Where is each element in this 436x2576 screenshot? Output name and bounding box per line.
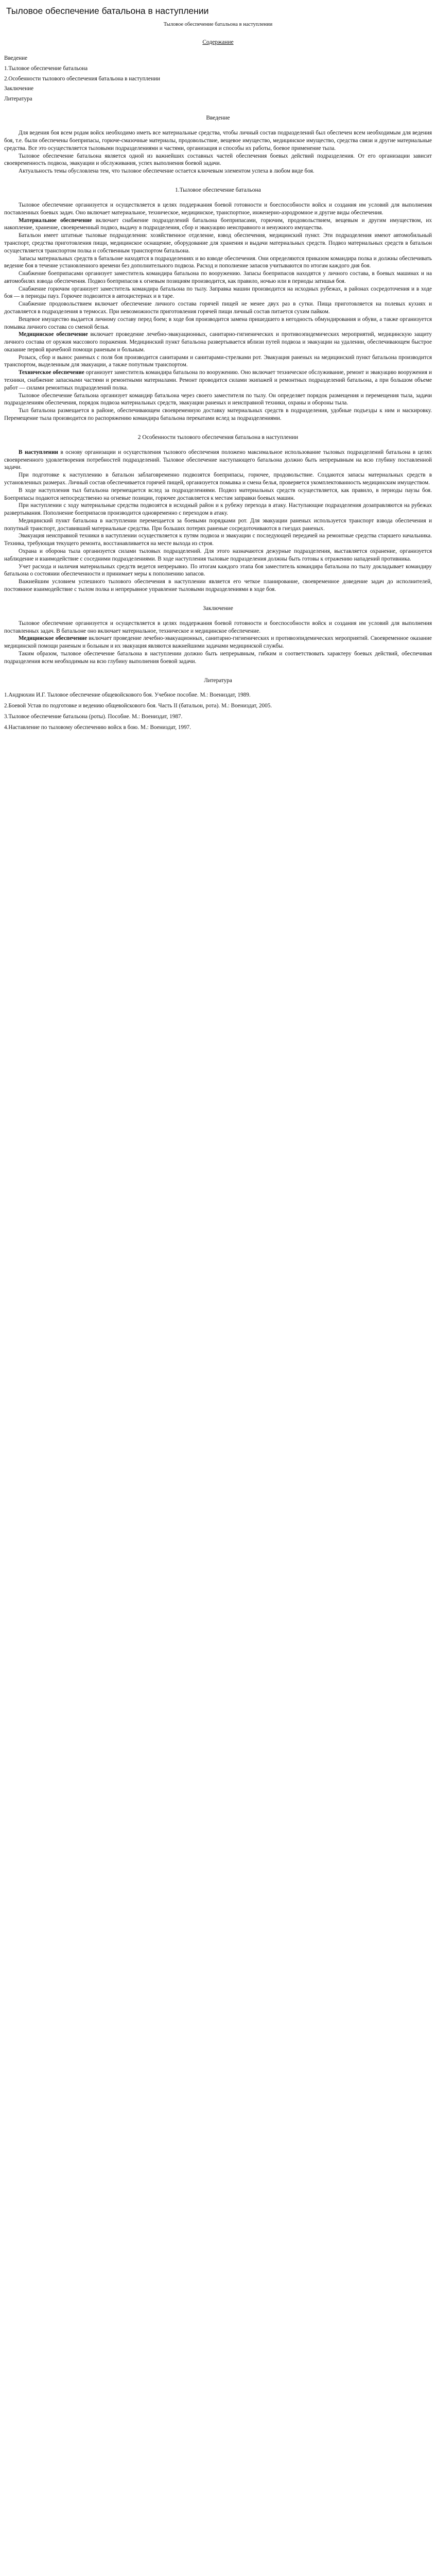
paragraph-text: Таким образом, тыловое обеспечение батальона в наступлении должно быть непрерывным, гибким и соответствовать характеру боевых действий, обеспечивая подразделения всем необходимым на всю глубину выполнения боевой задачи. (4, 651, 432, 665)
paragraph (4, 316, 432, 331)
paragraph (4, 270, 432, 285)
literature-heading: Литература (204, 677, 232, 684)
paragraph-lead: В наступлении (19, 449, 58, 455)
table-of-contents (4, 55, 432, 103)
paragraph-text: включает проведение лечебно-эвакуационных, санитарно-гигиенических и противоэпидемических мероприятий, медицинскую защиту личного состава от оружия массового поражения. Медицинский пункт батальона развертывается вблизи путей подвоза и эвакуации на удалении, обеспечивающем быстрое оказание первой врачебной помощи раненым и больным. (4, 331, 432, 353)
paragraph (4, 392, 432, 408)
paragraph (4, 578, 432, 594)
paragraph-text: Снабжение боеприпасами организует заместитель командира батальона по вооружению. Запасы боеприпасов находятся у личного состава, в боевых машинах и на автомобилях взвода обеспечения. Подвоз боеприпасов к огневым позициям производится, как правило, ночью или в периоды затишья боя. (4, 270, 432, 284)
paragraph: Тыловое обеспечение батальона является одной из важнейших составных частей обеспечения боевых действий подразделения. От его организации зависит своевременность подвоза, эвакуации и обслуживания, успех выполнения боевой задачи. (4, 152, 432, 167)
conclusion-heading: Заключение (203, 605, 233, 612)
paragraph-text: Запасы материальных средств в батальоне находятся в подразделениях и во взводе обеспечения. Они определяются приказом командира полка и должны обеспечивать ведение боя в течение установленного времени без дополнительного подвоза. Расход и пополнение запасов учитываются по итогам каждого дня боя. (4, 255, 432, 269)
literature-item: 1.Андрюхин И.Г. Тыловое обеспечение общевойскового боя. Учебное пособие. М.: Воениздат, 1989. (4, 692, 251, 699)
paragraph-text: Тыл батальона размещается в районе, обеспечивающем своевременную доставку материальных средств в подразделения, удобные подъезды к ним и маскировку. Перемещение тыла производится по распоряжению командира батальона перекатами вслед за подразделениями. (4, 408, 432, 421)
paragraph-text: организует заместитель командира батальона по вооружению. Оно включает техническое обслуживание, ремонт и эвакуацию вооружения и техники, снабжение запасными частями и ремонтными материалами. Ремонт проводится силами экипажей и ремонтных подразделений батальона, а при большом объеме работ — силами ремонтных подразделений полка. (4, 369, 432, 391)
paragraph-text: При наступлении с ходу материальные средства подвозятся в исходный район и к рубежу перехода в атаку. Наступающие подразделения дозаправляются на рубежах развертывания. Пополнение боеприпасов производится одновременно с переходом в атаку. (4, 502, 432, 517)
paragraph (4, 635, 432, 650)
paragraph-text: Тыловое обеспечение организуется и осуществляется в целях поддержания боевой готовности и боеспособности войск и создания им условий для выполнения поставленных боевых задач. Оно включает материальное, техническое, медицинское, транспортное, инженерно-аэродромное и другие виды обеспечения. (4, 202, 432, 216)
toc-item[interactable]: Литература (4, 96, 32, 103)
paragraph-text: включает проведение лечебно-эвакуационных, санитарно-гигиенических и противоэпидемических мероприятий. Своевременное оказание медицинской помощи раненым и больным и их эвакуация являются важнейшими задачами медицинской службы. (4, 635, 432, 650)
conclusion-body (4, 620, 432, 666)
paragraph-text: В ходе наступления тыл батальона перемещается вслед за подразделениями. Подвоз материальных средств осуществляется, как правило, в периоды паузы боя. Боеприпасы подаются непосредственно на огневые позиции, горючее доставляется к местам заправки боевых машин. (4, 487, 432, 501)
paragraph (4, 548, 432, 563)
paragraph (4, 487, 432, 502)
paragraph (4, 532, 432, 548)
paragraph (4, 650, 432, 666)
paragraph (4, 563, 432, 579)
section2-body (4, 449, 432, 594)
paragraph-text: Снабжение горючим организует заместитель командира батальона по тылу. Заправка машин производится на исходных рубежах, в районах сосредоточения и в ходе боя — в периоды пауз. Горючее подвозится в автоцистернах и в таре. (4, 285, 432, 300)
paragraph-text: Тыловое обеспечение организуется и осуществляется в целях поддержания боевой готовности и боеспособности войск и создания им условий для выполнения поставленных задач. В батальоне оно включает материальное, техническое и медицинское обеспечение. (4, 620, 432, 634)
toc-heading: Содержание (202, 39, 234, 45)
paragraph-text: Снабжение продовольствием включает обеспечение личного состава горячей пищей не менее двух раз в сутки. Пища приготовляется на полевых кухнях и доставляется в подразделения в термосах. При невозможности приготовления горячей пищи личный состав питается сухим пайком. (4, 301, 432, 315)
section1-body (4, 201, 432, 422)
paragraph-text: Эвакуация неисправной техники в наступлении осуществляется к путям подвоза и эвакуации с последующей передачей на ремонтные средства старшего начальника. Техника, требующая текущего ремонта, восстанавливается на месте выхода из строя. (4, 533, 432, 547)
paragraph (4, 354, 432, 369)
toc-item[interactable]: 2.Особенности тылового обеспечения батальона в наступлении (4, 75, 160, 82)
paragraph (4, 201, 432, 217)
literature-item: 3.Тыловое обеспечение батальона (роты). Пособие. М.: Воениздат, 1987. (4, 713, 183, 720)
paragraph-lead: Медицинское обеспечение (19, 331, 88, 338)
document-title: Тыловое обеспечение батальона в наступлении (6, 6, 209, 16)
paragraph (4, 517, 432, 533)
toc-item[interactable]: Заключение (4, 86, 34, 92)
paragraph-lead: Техническое обеспечение (19, 369, 84, 376)
toc-item[interactable]: Введение (4, 55, 28, 62)
paragraph (4, 232, 432, 255)
paragraph-text: Розыск, сбор и вынос раненых с поля боя производится санитарами и санитарами-стрелками рот. Эвакуация раненых на медицинский пункт батальона производится транспортом, выделенным для эвакуации, а также попутным транспортом. (4, 354, 432, 368)
paragraph: Для ведения боя всем родам войск необходимо иметь все материальные средства, чтобы личный состав подразделений был обеспечен всем необходимым для ведения боя, т.е. были обеспечены боеприпасы, горюче-смазочные материалы, продовольствие, вещевое имущество, медицинское имущество, средства связи и другие материальные средства. Все это осуществляется тыловыми подразделениями и частями, организация и способы их работы, боевое применение тыла. (4, 130, 432, 151)
paragraph-lead: Медицинское обеспечение (19, 635, 88, 642)
paragraph (4, 502, 432, 517)
paragraph-lead: Материальное обеспечение (19, 217, 92, 224)
paragraph: Актуальность темы обусловлена тем, что тыловое обеспечение остается ключевым элементом успеха в любом виде боя. (19, 168, 315, 175)
literature-item: 4.Наставление по тыловому обеспечению войск в бою. М.: Воениздат, 1997. (4, 724, 191, 731)
toc-item[interactable]: 1.Тыловое обеспечение батальона (4, 65, 88, 72)
paragraph (4, 300, 432, 316)
intro-body (4, 129, 432, 175)
running-head: Тыловое обеспечение батальона в наступлении (163, 22, 273, 28)
paragraph-text: Охрана и оборона тыла организуется силами тыловых подразделений. Для этого назначаются дежурные подразделения, выставляется охранение, организуется наблюдение и взаимодействие с соседними подразделениями. В ходе наступления тыловые подразделения должны быть готовы к отражению нападений противника. (4, 548, 432, 562)
section2-heading: 2 Особенности тылового обеспечения батальона в наступлении (137, 434, 299, 440)
literature-item: 2.Боевой Устав по подготовке и ведению общевойскового боя. Часть II (батальон, рота). М.: Воениздат, 2005. (4, 703, 272, 709)
paragraph (4, 407, 432, 422)
paragraph (4, 620, 432, 635)
paragraph-text: Учет расхода и наличия материальных средств ведется непрерывно. По итогам каждого этапа боя заместитель командира батальона по тылу докладывает командиру батальона о состоянии обеспеченности и принимает меры к пополнению запасов. (4, 563, 432, 578)
paragraph (4, 217, 432, 232)
paragraph-text: При подготовке к наступлению в батальон заблаговременно подвозятся боеприпасы, горючее, продовольствие. Создаются запасы материальных средств в установленных размерах. Личный состав обеспечивается горячей пищей, организуется помывка и смена белья, проверяется укомплектованность медицинским имуществом. (4, 472, 432, 486)
paragraph-text: Важнейшим условием успешного тылового обеспечения в наступлении является его четкое планирование, своевременное доведение задач до исполнителей, постоянное взаимодействие с тылом полка и непрерывное управление тыловыми подразделениями в ходе боя. (4, 579, 432, 592)
intro-heading: Введение (206, 115, 230, 122)
literature-list (4, 691, 432, 731)
paragraph-text: Медицинский пункт батальона в наступлении перемещается за боевыми порядками рот. Для эвакуации раненых используется транспорт взвода обеспечения и попутный транспорт, доставивший материальные средства. При больших потерях раненые сосредоточиваются в гнездах раненых. (4, 517, 432, 532)
document-page (0, 0, 436, 755)
paragraph-text: Батальон имеет штатные тыловые подразделения: хозяйственное отделение, взвод обеспечения, медицинский пункт. Эти подразделения имеют автомобильный транспорт, средства приготовления пищи, медицинское оснащение, оборудование для хранения и выдачи материальных средств. Подвоз материальных средств в батальон осуществляется транспортом полка и собственным транспортом батальона. (4, 232, 432, 254)
paragraph (4, 255, 432, 270)
paragraph (4, 331, 432, 353)
paragraph (4, 471, 432, 487)
paragraph (4, 285, 432, 301)
paragraph-text: в основу организации и осуществления тылового обеспечения положено максимальное использование тыловых подразделений батальона в целях своевременного удовлетворения потребностей подразделений. Тыловое обеспечение наступающего батальона должно быть непрерывным на всю глубину поставленной задачи. (4, 449, 432, 471)
section1-heading: 1.Тыловое обеспечение батальона (175, 187, 261, 193)
paragraph-text: включает снабжение подразделений батальона боеприпасами, горючим, продовольствием, вещевым и другим имуществом, их накопление, хранение, своевременный подвоз, выдачу в подразделения, сбор и эвакуацию неисправного и ненужного имущества. (4, 217, 432, 231)
paragraph (4, 449, 432, 471)
paragraph-text: Тыловое обеспечение батальона организует командир батальона через своего заместителя по тылу. Он определяет порядок размещения и перемещения тыла, задачи подразделениям обеспечения, порядок подвоза материальных средств, эвакуации раненых и неисправной техники, охраны и обороны тыла. (4, 392, 432, 406)
paragraph-text: Вещевое имущество выдается личному составу перед боем; в ходе боя производится замена пришедшего в негодность обмундирования и обуви, а также организуется помывка личного состава со сменой белья. (4, 316, 432, 330)
paragraph (4, 369, 432, 392)
